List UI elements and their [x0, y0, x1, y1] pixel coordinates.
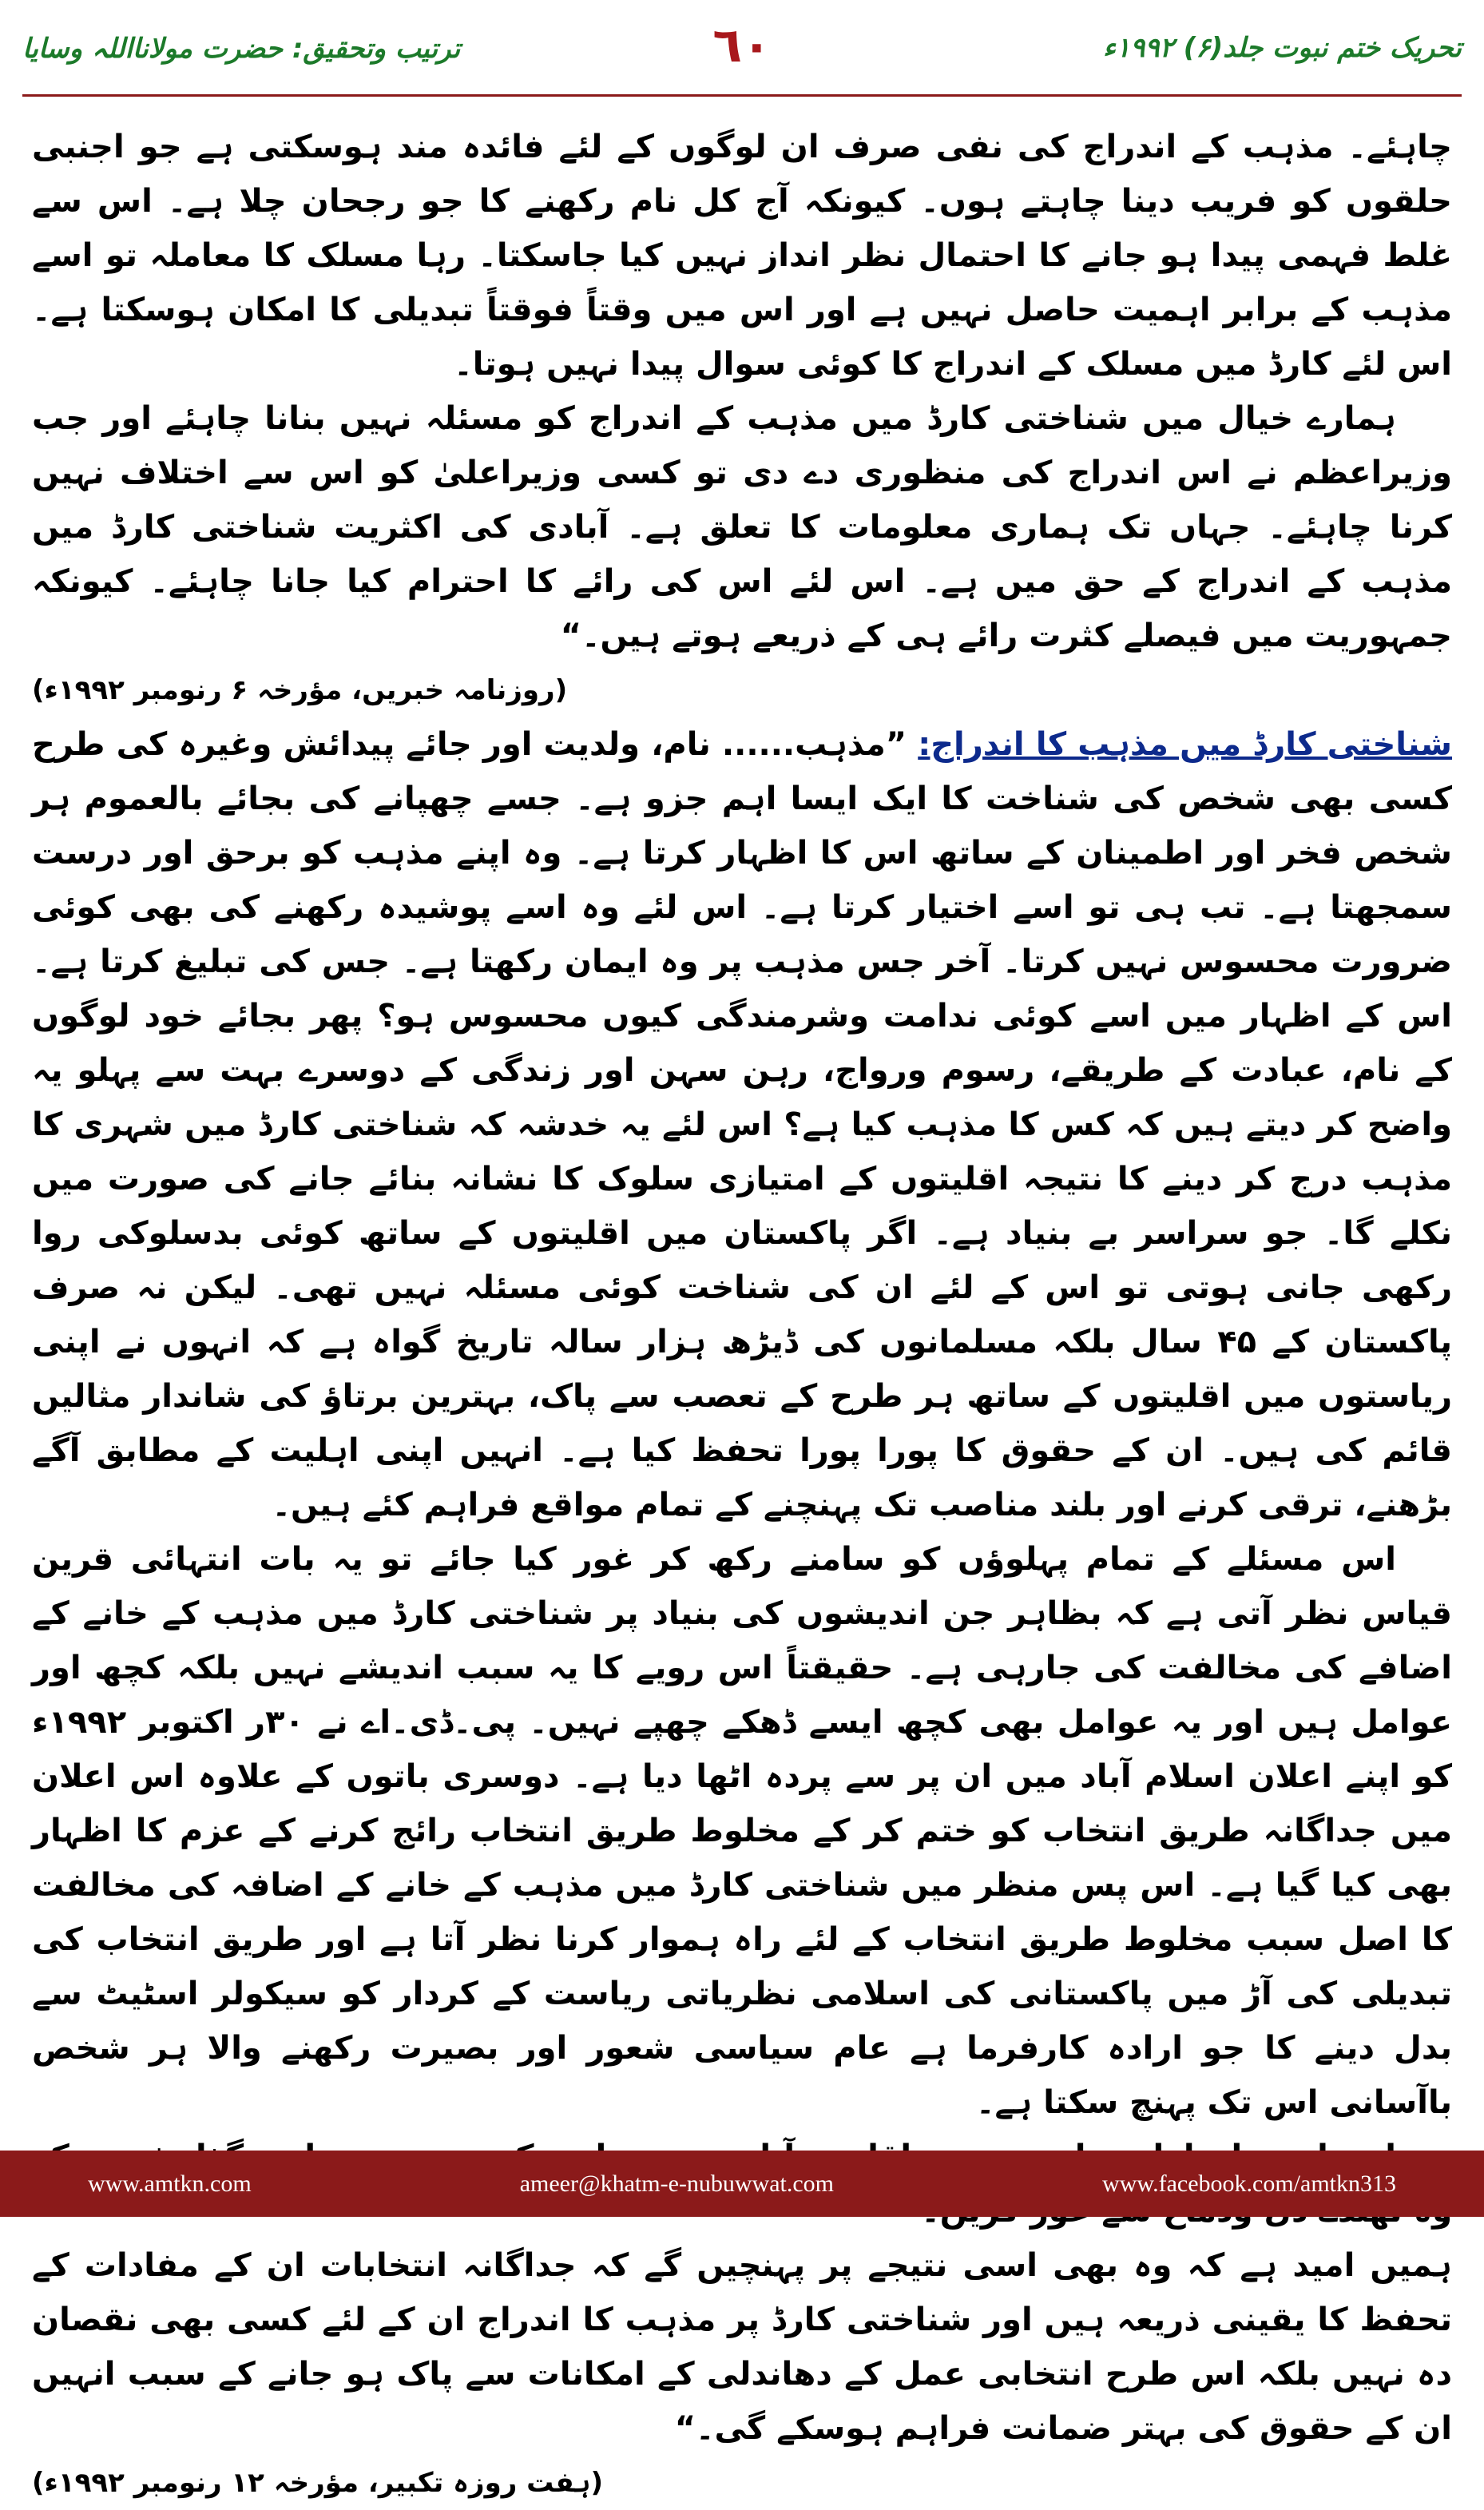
email-link[interactable]: ameer@khatm-e-nubuwwat.com — [519, 2170, 835, 2197]
book-title: تحریک ختم نبوت جلد(۶) ۱۹۹۲ء — [1102, 32, 1462, 64]
paragraph-3 — [32, 717, 1452, 1532]
source-line-1 — [32, 663, 1452, 717]
paragraph-2: ہمارے خیال میں شناختی کارڈ میں مذہب کے اندراج کو مسئلہ نہیں بنانا چاہئے اور جب وزیراعظم نے اس اندراج کی منظوری دے دی تو کسی وزیراعلیٰ کو اس سے اختلاف نہیں کرنا چاہئے۔ جہاں تک ہماری معلومات کا تعلق ہے۔ آبادی کی اکثریت شناختی کارڈ میں مذہب کے اندراج کے حق میں ہے۔ اس لئے اس کی رائے کا احترام کیا جانا چاہئے۔ کیونکہ جمہوریت میں فیصلے کثرت رائے ہی کے ذریعے ہوتے ہیں۔“ — [32, 400, 1452, 654]
paragraph-6: ہمیں امید ہے کہ وہ بھی اسی نتیجے پر پہنچیں گے کہ جداگانہ انتخابات ان کے مفادات کے تحفظ کا یقینی ذریعہ ہیں اور شناختی کارڈ پر مذہب کا اندراج ان کے لئے کسی بھی نقصان دہ نہیں بلکہ اس طرح انتخابی عمل کے دھاندلی کے امکانات سے پاک ہو جانے کے سبب انہیں ان کے حقوق کی بہتر ضمانت فراہم ہوسکے گی۔“ — [32, 2247, 1452, 2447]
facebook-link[interactable]: www.facebook.com/amtkn313 — [1102, 2170, 1396, 2197]
header-divider — [22, 94, 1462, 97]
paragraph-1: چاہئے۔ مذہب کے اندراج کی نفی صرف ان لوگوں کے لئے فائدہ مند ہوسکتی ہے جو اجنبی حلقوں کو فریب دینا چاہتے ہوں۔ کیونکہ آج کل نام رکھنے کا جو رجحان چلا ہے۔ اس سے غلط فہمی پیدا ہو جانے کا احتمال نظر انداز نہیں کیا جاسکتا۔ رہا مسلک کا معاملہ تو اسے مذہب کے برابر اہمیت حاصل نہیں ہے اور اس میں وقتاً فوقتاً تبدیلی کا امکان ہوسکتا ہے۔ اس لئے کارڈ میں مسلک کے اندراج کا کوئی سوال پیدا نہیں ہوتا۔ — [32, 129, 1452, 383]
paragraph-4: اس مسئلے کے تمام پہلوؤں کو سامنے رکھ کر غور کیا جائے تو یہ بات انتہائی قرین قیاس نظر آتی ہے کہ بظاہر جن اندیشوں کی بنیاد پر شناختی کارڈ میں مذہب کے خانے کے اضافے کی مخالفت کی جارہی ہے۔ حقیقتاً اس رویے کا یہ سبب اندیشے نہیں بلکہ کچھ اور عوامل ہیں اور یہ عوامل بھی کچھ ایسے ڈھکے چھپے نہیں۔ پی۔ڈی۔اے نے ۳۰ر اکتوبر ۱۹۹۲ء کو اپنے اعلان اسلام آباد میں ان پر سے پردہ اٹھا دیا ہے۔ دوسری باتوں کے علاوہ اس اعلان میں جداگانہ طریق انتخاب کو ختم کر کے مخلوط طریق انتخاب رائج کرنے کے عزم کا اظہار بھی کیا گیا ہے۔ اس پس منظر میں شناختی کارڈ میں مذہب کے خانے کے اضافہ کی مخالفت کا اصل سبب مخلوط طریق انتخاب کے لئے راہ ہموار کرنا نظر آتا ہے اور طریق انتخاب کی تبدیلی کی آڑ میں پاکستانی کی اسلامی نظریاتی ریاست کے کردار کو سیکولر اسٹیٹ سے بدل دینے کا جو ارادہ کارفرما ہے عام سیاسی شعور اور بصیرت رکھنے والا ہر شخص باآسانی اس تک پہنچ سکتا ہے۔ — [32, 1541, 1452, 2121]
paragraph-3-text: ”مذہب...... نام، ولدیت اور جائے پیدائش وغیرہ کی طرح کسی بھی شخص کی شناخت کا ایک ایسا اہم جزو ہے۔ جسے چھپانے کی بجائے بالعموم ہر شخص فخر اور اطمینان کے ساتھ اس کا اظہار کرتا ہے۔ وہ اپنے مذہب کو برحق اور درست سمجھتا ہے۔ تب ہی تو اسے اختیار کرتا ہے۔ اس لئے وہ اسے پوشیدہ رکھنے کی بھی کوئی ضرورت محسوس نہیں کرتا۔ آخر جس مذہب پر وہ ایمان رکھتا ہے۔ جس کی تبلیغ کرتا ہے۔ اس کے اظہار میں اسے کوئی ندامت وشرمندگی کیوں محسوس ہو؟ پھر بجائے خود لوگوں کے نام، عبادت کے طریقے، رسوم ورواج، رہن سہن اور زندگی کے دوسرے بہت سے پہلو یہ واضح کر دیتے ہیں کہ کس کا مذہب کیا ہے؟ اس لئے یہ خدشہ کہ شناختی کارڈ میں شہری کا مذہب درج کر دینے کا نتیجہ اقلیتوں کے امتیازی سلوک کا نشانہ بنائے جانے کی صورت میں نکلے گا۔ جو سراسر بے بنیاد ہے۔ اگر پاکستان میں اقلیتوں کے ساتھ کوئی بدسلوکی روا رکھی جانی ہوتی تو اس کے لئے ان کی شناخت کوئی مسئلہ نہیں تھی۔ لیکن نہ صرف پاکستان کے ۴۵ سال بلکہ مسلمانوں کی ڈیڑھ ہزار سالہ تاریخ گواہ ہے کہ انہوں نے اپنی ریاستوں میں اقلیتوں کے ساتھ ہر طرح کے تعصب سے پاک، بہترین برتاؤ کی شاندار مثالیں قائم کی ہیں۔ ان کے حقوق کا پورا پورا تحفظ کیا ہے۔ انہیں اپنی اہلیت کے مطابق آگے بڑھنے، ترقی کرنے اور بلند مناصب تک پہنچنے کے تمام مواقع فراہم کئے ہیں۔ — [32, 726, 1452, 1523]
page-number: ٦٠ — [712, 18, 772, 73]
page-footer — [0, 2151, 1484, 2217]
website-link[interactable]: www.amtkn.com — [88, 2170, 252, 2197]
source-citation-1: (روزنامہ خبریں، مؤرخہ ۶ رنومبر ۱۹۹۲ء) — [32, 674, 568, 706]
section-heading: شناختی کارڈ میں مذہب کا اندراج: — [918, 726, 1452, 763]
page-header — [0, 0, 1484, 112]
compiler-credit: ترتیب وتحقیق: حضرت مولانااللہ وسایا — [22, 33, 461, 65]
source-line-2 — [32, 2456, 1452, 2510]
source-citation-2: (ہفت روزہ تکبیر، مؤرخہ ۱۲ رنومبر ۱۹۹۲ء) — [32, 2467, 604, 2499]
